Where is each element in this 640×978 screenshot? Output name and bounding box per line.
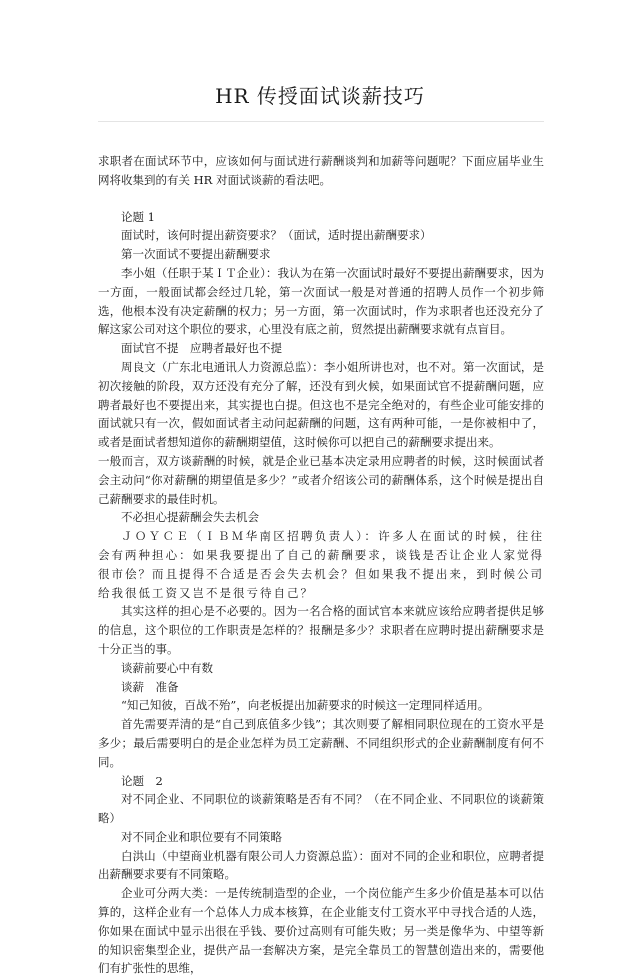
section-heading: 对不同企业和职位要有不同策略 [121,829,282,844]
topic-question: 面试时，该何时提出薪资要求？（面试，适时提出薪酬要求） [121,228,432,243]
document-title: HR 传授面试谈薪技巧 [215,84,425,108]
body-paragraph: 首先需要弄清的是“自己到底值多少钱”；其次则要了解相同职位现在的工资水平是多少；最后需要明白的是企业怎样为员工定薪酬、不同组织形式的企业薪酬制度有何不同。 [98,717,544,769]
paragraph-gap [98,190,544,208]
body-paragraph: 周良文（广东北电通讯人力资源总监）：李小姐所讲也对，也不对。第一次面试，是初次接触的阶段，双方还没有充分了解，还没有到火候，如果面试官不提薪酬问题，应聘者最好也不要提出来，其实提也白提。但这也不是完全绝对的，有些企业可能安排的面试就只有一次，假如面试者主动问起薪酬的问题，这有两种可能，一是你被相中了，或者是面试者想知道你的薪酬期望值，这时候你可以把自己的薪酬要求提出来。 [98,359,544,450]
body-paragraph: ＪＯＹＣＥ（ＩＢＭ华南区招聘负责人）：许多人在面试的时候，往往会有两种担心：如果我要提出了自己的薪酬要求，谈钱是否让企业人家觉得很市侩？而且提得不合适是否会失去机会？但如果我不提出来，到时候公司给我很低工资又岂不是很亏待自己？ [98,529,544,600]
body-paragraph: 其实这样的担心是不必要的。因为一名合格的面试官本来就应该给应聘者提供足够的信息，这个职位的工作职责是怎样的？报酬是多少？求职者在应聘时提出薪酬要求是十分正当的事。 [98,604,544,656]
title-divider [98,121,544,122]
body-paragraph: 企业可分两大类：一是传统制造型的企业，一个岗位能产生多少价值是基本可以估算的，这样企业有一个总体人力成本核算，在企业能支付工资水平中寻找合适的人选，你如果在面试中显示出很在乎钱、要价过高则有可能失败；另一类是像华为、中望等新的知识密集型企业，提供产品一套解决方案，是完全靠员工的智慧创造出来的，需要他们有扩张性的思维， [98,886,544,976]
body-paragraph: 白洪山（中望商业机器有限公司人力资源总监）：面对不同的企业和职位，应聘者提出薪酬要求要有不同策略。 [98,848,544,882]
body-paragraph: “知己知彼，百战不殆”，向老板提出加薪要求的时候这一定理同样适用。 [121,698,490,713]
topic-heading: 论题 2 [121,773,163,788]
topic-question: 对不同企业、不同职位的谈薪策略是否有不同？（在不同企业、不同职位的谈薪策略） [98,792,544,826]
section-heading: 第一次面试不要提出薪酬要求 [121,247,271,262]
body-paragraph: 李小姐（任职于某ＩＴ企业）：我认为在第一次面试时最好不要提出薪酬要求，因为一方面，一般面试都会经过几轮，第一次面试一般是对普通的招聘人员作一个初步筛选，他根本没有决定薪酬的权力；另一方面，第一次面试时，作为求职者也还没充分了解这家公司对这个职位的要求，心里没有底之前，贸然提出薪酬要求就有点盲目。 [98,265,544,337]
section-heading: 面试官不提 应聘者最好也不提 [121,341,282,356]
section-heading: 不必担心提薪酬会失去机会 [121,510,259,525]
topic-heading: 论题 1 [121,209,155,224]
section-heading: 谈薪前要心中有数 [121,660,213,675]
article-body [98,152,544,978]
body-paragraph: 一般而言，双方谈薪酬的时候，就是企业已基本决定录用应聘者的时候，这时候面试者会主动问“你对薪酬的期望值是多少？”或者介绍该公司的薪酬体系，这个时候是提出自己薪酬要求的最佳时机。 [98,453,544,506]
section-subheading: 谈薪 准备 [121,679,179,694]
intro-paragraph: 求职者在面试环节中，应该如何与面试进行薪酬谈判和加薪等问题呢？下面应届毕业生网将收集到的有关 HR 对面试谈薪的看法吧。 [98,154,544,187]
